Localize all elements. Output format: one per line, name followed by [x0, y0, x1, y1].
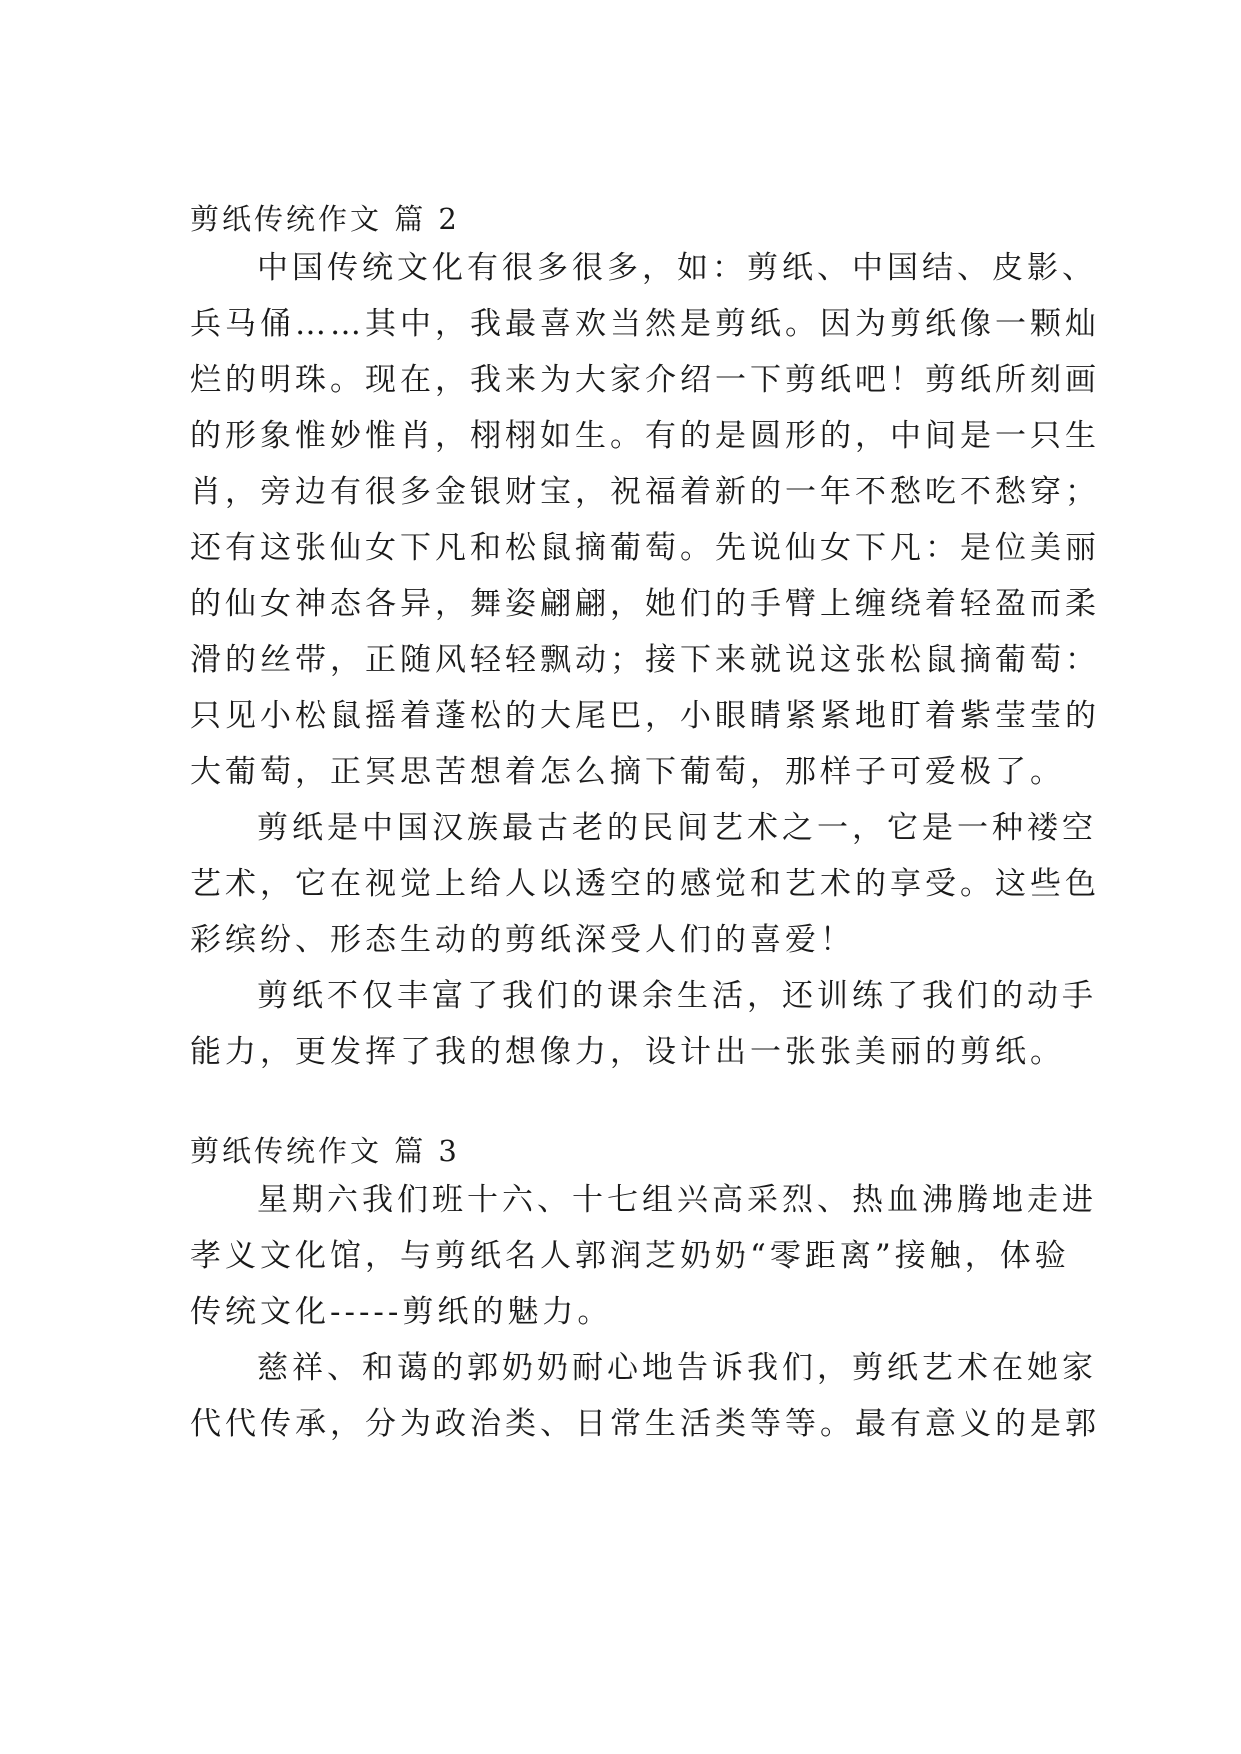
text-line: 的仙女神态各异，舞姿翩翩，她们的手臂上缠绕着轻盈而柔: [190, 586, 1100, 622]
text-line: 中国传统文化有很多很多，如：剪纸、中国结、皮影、: [257, 250, 1097, 286]
text-line: 星期六我们班十六、十七组兴高采烈、热血沸腾地走进: [257, 1182, 1097, 1218]
text-line: 彩缤纷、形态生动的剪纸深受人们的喜爱！: [190, 922, 855, 958]
text-line: 肖，旁边有很多金银财宝，祝福着新的一年不愁吃不愁穿；: [190, 474, 1100, 510]
section-heading: 剪纸传统作文 篇 3: [190, 1134, 460, 1168]
text-line: 大葡萄，正冥思苦想着怎么摘下葡萄，那样子可爱极了。: [190, 754, 1065, 790]
text-line: 剪纸是中国汉族最古老的民间艺术之一，它是一种褛空: [257, 810, 1097, 846]
text-line: 代代传承，分为政治类、日常生活类等等。最有意义的是郭: [190, 1406, 1100, 1442]
text-line: 只见小松鼠摇着蓬松的大尾巴，小眼睛紧紧地盯着紫莹莹的: [190, 698, 1100, 734]
section-heading: 剪纸传统作文 篇 2: [190, 202, 460, 236]
text-line: 滑的丝带，正随风轻轻飘动；接下来就说这张松鼠摘葡萄：: [190, 642, 1100, 678]
text-line: 慈祥、和蔼的郭奶奶耐心地告诉我们，剪纸艺术在她家: [257, 1350, 1097, 1386]
text-line: 兵马俑……其中，我最喜欢当然是剪纸。因为剪纸像一颗灿: [190, 306, 1100, 342]
text-line: 的形象惟妙惟肖，栩栩如生。有的是圆形的，中间是一只生: [190, 418, 1100, 454]
text-line: 还有这张仙女下凡和松鼠摘葡萄。先说仙女下凡：是位美丽: [190, 530, 1100, 566]
text-line: 传统文化-----剪纸的魅力。: [190, 1294, 613, 1330]
text-line: 能力，更发挥了我的想像力，设计出一张张美丽的剪纸。: [190, 1034, 1065, 1070]
text-line: 烂的明珠。现在，我来为大家介绍一下剪纸吧！剪纸所刻画: [190, 362, 1100, 398]
text-line: 孝义文化馆，与剪纸名人郭润芝奶奶“零距离”接触，体验: [190, 1238, 1070, 1274]
text-line: 剪纸不仅丰富了我们的课余生活，还训练了我们的动手: [257, 978, 1097, 1014]
text-line: 艺术，它在视觉上给人以透空的感觉和艺术的享受。这些色: [190, 866, 1100, 902]
